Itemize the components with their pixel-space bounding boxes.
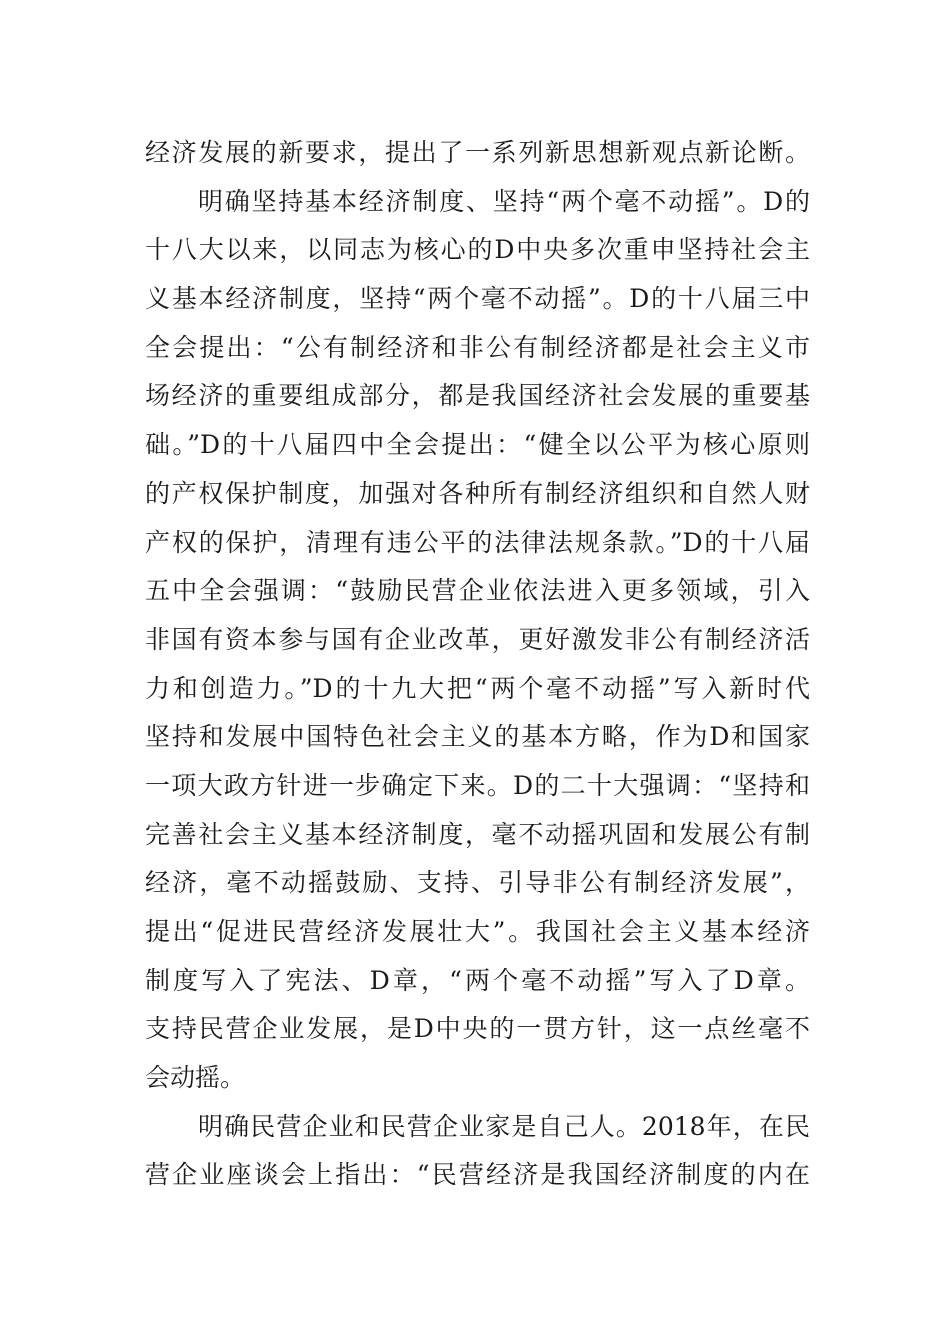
text-line: 的产权保护制度，加强对各种所有制经济组织和自然人财 <box>145 478 810 508</box>
text-line: 础。”D的十八届四中全会提出：“健全以公平为核心原则 <box>145 430 810 460</box>
text-line: 经济发展的新要求，提出了一系列新思想新观点新论断。 <box>145 138 810 167</box>
text-line: 一项大政方针进一步确定下来。D的二十大强调：“坚持和 <box>145 770 810 800</box>
text-line: 营企业座谈会上指出：“民营经济是我国经济制度的内在 <box>145 1160 810 1190</box>
text-line: 场经济的重要组成部分，都是我国经济社会发展的重要基 <box>145 381 810 411</box>
text-line: 全会提出：“公有制经济和非公有制经济都是社会主义市 <box>145 332 810 362</box>
text-line: 力和创造力。”D的十九大把“两个毫不动摇”写入新时代 <box>145 673 810 703</box>
text-line: 十八大以来，以同志为核心的D中央多次重申坚持社会主 <box>145 235 810 265</box>
text-line: 提出“促进民营经济发展壮大”。我国社会主义基本经济 <box>145 917 810 946</box>
text-line: 非国有资本参与国有企业改革，更好激发非公有制经济活 <box>145 624 810 654</box>
text-line: 坚持和发展中国特色社会主义的基本方略，作为D和国家 <box>145 722 810 752</box>
paragraph-end-line: 会动摇。 <box>145 1063 246 1093</box>
text-line: 经济，毫不动摇鼓励、支持、引导非公有制经济发展”， <box>145 868 810 898</box>
text-line: 五中全会强调：“鼓励民营企业依法进入更多领域，引入 <box>145 576 810 606</box>
text-line: 产权的保护，清理有违公平的法律法规条款。”D的十八届 <box>145 527 810 557</box>
body-text <box>145 129 810 1200</box>
text-line: 义基本经济制度，坚持“两个毫不动摇”。D的十八届三中 <box>145 284 810 314</box>
paragraph-start-line: 明确坚持基本经济制度、坚持“两个毫不动摇”。D的 <box>198 186 810 216</box>
paragraph-start-line: 明确民营企业和民营企业家是自己人。2018年，在民 <box>198 1111 810 1141</box>
text-line: 支持民营企业发展，是D中央的一贯方针，这一点丝毫不 <box>145 1014 810 1044</box>
text-line: 完善社会主义基本经济制度，毫不动摇巩固和发展公有制 <box>145 819 810 849</box>
text-line: 制度写入了宪法、D章，“两个毫不动摇”写入了D章。 <box>145 965 810 995</box>
